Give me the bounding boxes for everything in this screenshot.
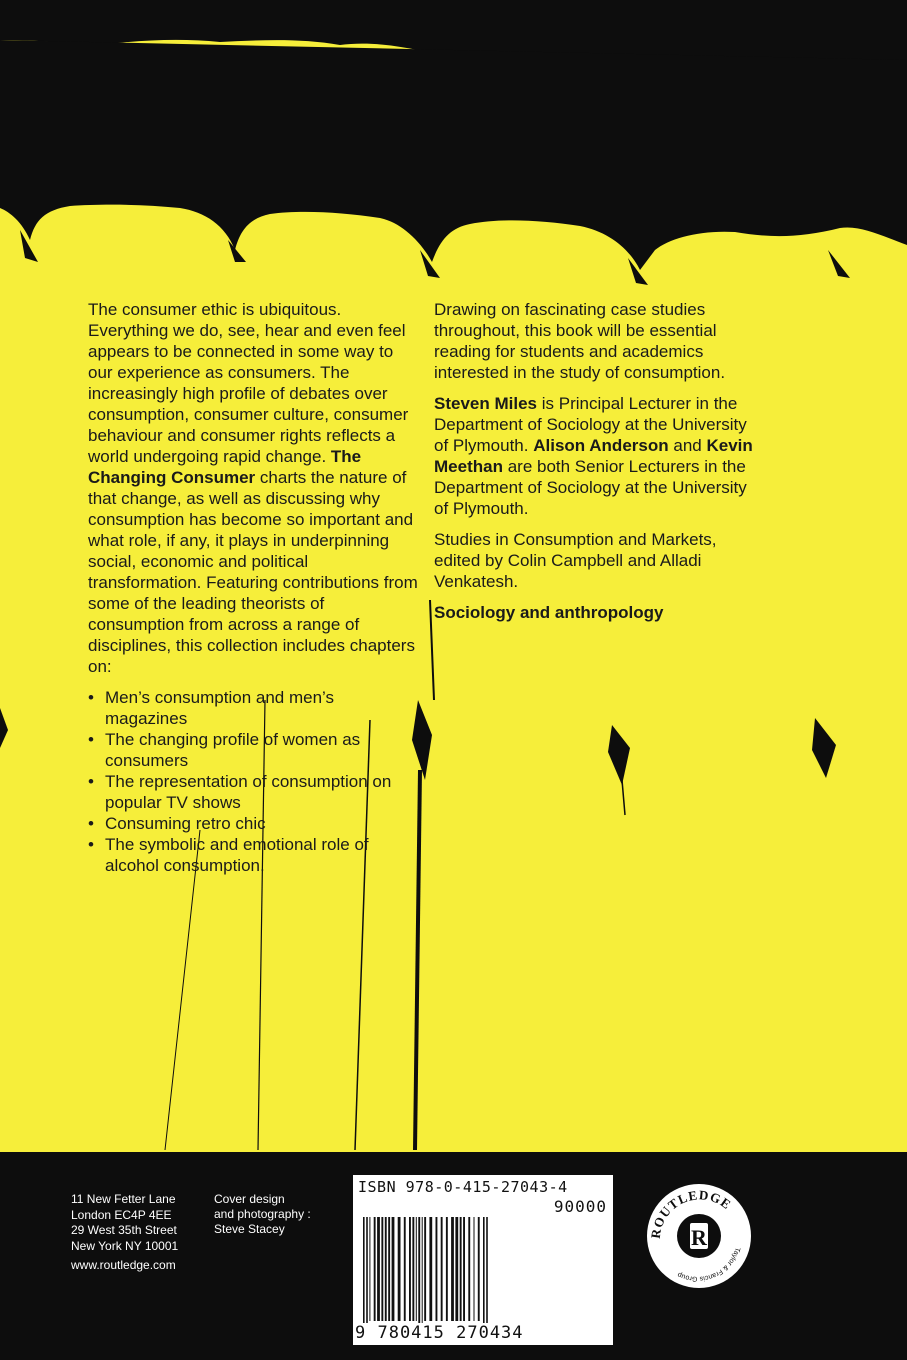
list-item: • Men’s consumption and men’s magazines bbox=[88, 687, 418, 729]
book-title: The Changing Consumer bbox=[88, 447, 362, 487]
logo-text: ROUTLEDGE bbox=[647, 1187, 735, 1240]
conjunction: and bbox=[673, 436, 702, 455]
intro-text-continued: charts the nature of that change, as well as discussing why consumption has become so important and what role, if any, it plays in underpinning social, economic and political transformation. Featuring contributions from some of the leading theorists of consumption from across a range of disciplines, this collection includes chapters on: bbox=[88, 468, 418, 676]
logo-subtext: Taylor & Francis Group bbox=[676, 1246, 741, 1283]
routledge-logo-icon bbox=[640, 1177, 758, 1295]
isbn-text: ISBN 978-0-415-27043-4 bbox=[358, 1178, 568, 1196]
author-name: Kevin Meethan bbox=[434, 436, 753, 476]
author-bio bbox=[434, 393, 764, 519]
list-item: • The representation of consumption on popular TV shows bbox=[88, 771, 418, 813]
address-line: 11 New Fetter Lane bbox=[71, 1192, 176, 1206]
authors-column bbox=[434, 299, 764, 633]
barcode-number: 9 780415 270434 bbox=[355, 1323, 524, 1343]
credit-line: Cover design bbox=[214, 1192, 285, 1206]
author-bio-text: are both Senior Lecturers in the Department of Sociology at the University of Plymouth. bbox=[434, 457, 747, 518]
intro-text: The consumer ethic is ubiquitous. Everything we do, see, hear and even feel appears to be connected in some way to our experience as consumers. The increasingly high profile of debates over consumption, consumer culture, consumer behaviour and consumer rights reflects a world undergoing rapid change. bbox=[88, 300, 409, 466]
case-studies-text: Drawing on fascinating case studies throughout, this book will be essential reading for students and academics interested in the study of consumption. bbox=[434, 300, 726, 382]
list-item: • Consuming retro chic bbox=[88, 813, 418, 834]
address-line: 29 West 35th Street bbox=[71, 1223, 177, 1237]
logo-letter: R bbox=[691, 1225, 707, 1250]
author-name: Alison Anderson bbox=[533, 436, 669, 455]
credit-line: and photography : bbox=[214, 1207, 311, 1221]
address-line: London EC4P 4EE bbox=[71, 1207, 172, 1222]
price-code: 90000 bbox=[553, 1197, 607, 1216]
cover-credit bbox=[214, 1192, 311, 1237]
series-note: Studies in Consumption and Markets, edited by Colin Campbell and Alladi Venkatesh. bbox=[434, 530, 717, 591]
list-item: • The changing profile of women as consumers bbox=[88, 729, 418, 771]
chapter-list bbox=[88, 687, 418, 876]
credit-line: Steve Stacey bbox=[214, 1222, 285, 1236]
subject-category: Sociology and anthropology bbox=[434, 603, 664, 622]
barcode-bars-icon bbox=[359, 1217, 609, 1337]
list-item: • The symbolic and emotional role of alcohol consumption. bbox=[88, 834, 418, 876]
website-link[interactable]: www.routledge.com bbox=[71, 1258, 176, 1272]
author-bio-text: is Principal Lecturer in the Department of Sociology at the University of Plymouth. bbox=[434, 394, 747, 455]
address-line: New York NY 10001 bbox=[71, 1238, 179, 1253]
description-column bbox=[88, 299, 418, 876]
author-name: Steven Miles bbox=[434, 394, 537, 413]
publisher-address bbox=[71, 1192, 178, 1274]
isbn-barcode bbox=[353, 1175, 613, 1345]
footer-band bbox=[0, 1152, 907, 1360]
